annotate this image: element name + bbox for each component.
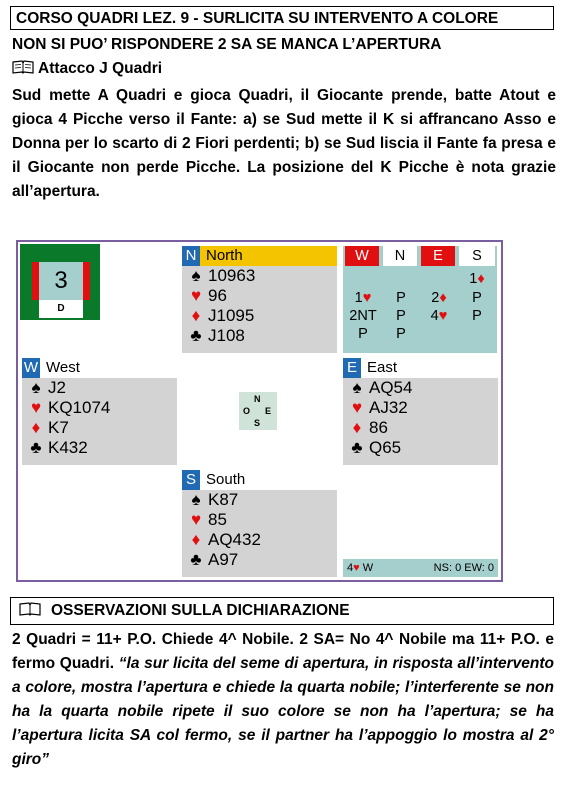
west-hand (22, 358, 177, 465)
center-cell (182, 358, 337, 465)
west-clubs-cards: K432 (48, 438, 88, 457)
east-diamonds-cards: 86 (369, 418, 388, 437)
bid-text: P (358, 326, 368, 342)
spade-icon: ♠ (191, 266, 201, 285)
heart-icon: ♥ (30, 398, 42, 417)
south-clubs-cards: A97 (208, 550, 239, 569)
heart-icon: ♥ (190, 510, 202, 529)
heart-icon: ♥ (353, 562, 360, 574)
heart-icon: ♥ (438, 308, 448, 324)
spade-icon: ♠ (191, 490, 201, 509)
opening-lead (12, 60, 162, 78)
south-hearts-cards: 85 (208, 510, 227, 529)
bidding-table (343, 246, 497, 353)
dealer-box (39, 300, 83, 318)
north-diamonds (182, 306, 337, 326)
observations-header (10, 597, 554, 625)
observations-plain: 2 Quadri = 11+ P.O. Chiede 4^ Nobile. 2 SA= No 4^ Nobile ma 11+ P.O. e fermo Quadri. (12, 631, 554, 672)
bid-cell (459, 290, 495, 306)
club-icon: ♣ (190, 550, 202, 569)
east-clubs (343, 438, 498, 458)
bid-cell (345, 308, 381, 324)
north-header (182, 246, 337, 266)
bid-text: P (396, 290, 406, 306)
bid-cell (383, 326, 419, 342)
west-header (22, 358, 177, 378)
board-number: 3 (54, 267, 68, 294)
compass-n: N (254, 394, 261, 404)
contract: 4♥ W (347, 562, 374, 574)
diamond-icon: ♦ (31, 418, 41, 437)
bid-cell (459, 308, 495, 324)
bid-header-s: S (459, 246, 495, 266)
west-diamonds-cards: K7 (48, 418, 69, 437)
north-name: North (206, 247, 243, 264)
south-header (182, 470, 337, 490)
north-diamonds-cards: J1095 (208, 306, 255, 325)
north-hearts (182, 286, 337, 306)
heart-icon: ♥ (351, 398, 363, 417)
diamond-icon: ♦ (191, 530, 201, 549)
north-clubs (182, 326, 337, 346)
east-name: East (367, 359, 398, 376)
compass-rose (239, 392, 277, 430)
book-icon (19, 602, 41, 616)
board-number-box (39, 262, 83, 300)
club-icon: ♣ (190, 326, 202, 345)
bid-text: P (396, 326, 406, 342)
spade-icon: ♠ (352, 378, 362, 397)
bid-header-n: N (383, 246, 417, 266)
club-icon: ♣ (351, 438, 363, 457)
bid-cell (383, 308, 419, 324)
south-spades (182, 490, 337, 510)
diamond-icon: ♦ (191, 306, 201, 325)
bid-text: 1♥ (354, 290, 372, 306)
south-hand (182, 470, 337, 577)
west-clubs (22, 438, 177, 458)
compass-s: S (254, 418, 261, 428)
west-hearts-cards: KQ1074 (48, 398, 111, 417)
bid-text: 2♦ (431, 290, 447, 306)
score: NS: 0 EW: 0 (433, 562, 494, 574)
east-hand (343, 358, 498, 465)
east-hearts-cards: AJ32 (369, 398, 408, 417)
west-name: West (46, 359, 80, 376)
south-name: South (206, 471, 246, 488)
observations-body (12, 628, 554, 772)
bridge-board (16, 240, 503, 582)
heart-icon: ♥ (190, 286, 202, 305)
south-diamonds-cards: AQ432 (208, 530, 261, 549)
result-bar (343, 559, 498, 577)
compass-o: O (243, 406, 251, 416)
lead-label: Attacco J Quadri (38, 60, 163, 77)
north-seat-badge: N (182, 246, 200, 266)
result-cell (343, 470, 498, 577)
north-spades-cards: 10963 (208, 266, 256, 285)
east-clubs-cards: Q65 (369, 438, 402, 457)
south-spades-cards: K87 (208, 490, 239, 509)
bid-cell (345, 290, 381, 306)
bid-text: P (472, 290, 482, 306)
bid-text: 4♥ (430, 308, 448, 324)
south-seat-badge: S (182, 470, 200, 490)
north-hearts-cards: 96 (208, 286, 227, 305)
bid-text: P (396, 308, 406, 324)
board-info-cell (18, 242, 178, 353)
north-clubs-cards: J108 (208, 326, 245, 345)
compass-e: E (265, 406, 272, 416)
east-diamonds (343, 418, 498, 438)
east-spades-cards: AQ54 (369, 378, 413, 397)
bid-text: P (472, 308, 482, 324)
bid-cell (383, 290, 419, 306)
east-header (343, 358, 498, 378)
diamond-icon: ♦ (477, 271, 485, 287)
north-hand (182, 246, 337, 353)
play-description: Sud mette A Quadri e gioca Quadri, il Giocante prende, batte Atout e gioca 4 Picche verso il Fante: a) se Sud mette il K si affrancano Asso e Donna per lo scarto di 2 Fiori perdenti; b) se Sud liscia il Fante fa presa e il Giocante non perde Picche. La posizione del K Picche è nota grazie all’apertura. (12, 87, 556, 200)
south-hearts (182, 510, 337, 530)
observations-quote: “la sur licita del seme di apertura, in risposta all’intervento a colore, mostra l’apertura e chiede la quarta nobile; l’interferente se non ha la quarta nobile ripete il suo colore se non ha l’apertura; se ha l’apertura licita SA col fermo, se il partner ha l’appoggio lo mostra al 2° giro” (12, 655, 555, 768)
west-spades-cards: J2 (48, 378, 66, 397)
diamond-icon: ♦ (439, 290, 447, 306)
north-spades (182, 266, 337, 286)
south-clubs (182, 550, 337, 570)
bid-text: 1♦ (469, 271, 485, 287)
bid-cell (421, 290, 457, 306)
observations-title: OSSERVAZIONI SULLA DICHIARAZIONE (51, 602, 350, 619)
bid-cell (421, 308, 457, 324)
bid-text: 2NT (349, 308, 377, 324)
west-seat-badge: W (23, 359, 39, 376)
bid-header-e: E (421, 246, 455, 266)
bid-cell (459, 271, 495, 287)
heart-icon: ♥ (362, 290, 372, 306)
dealer-label: D (57, 303, 65, 314)
bid-cell (345, 326, 381, 342)
bid-header-w: W (345, 246, 379, 266)
east-spades (343, 378, 498, 398)
east-seat-badge: E (343, 358, 361, 378)
lesson-title: CORSO QUADRI LEZ. 9 - SURLICITA SU INTERVENTO A COLORE (10, 6, 554, 30)
south-diamonds (182, 530, 337, 550)
club-icon: ♣ (30, 438, 42, 457)
west-hearts (22, 398, 177, 418)
lesson-subtitle: NON SI PUO’ RISPONDERE 2 SA SE MANCA L’APERTURA (12, 36, 442, 53)
west-spades (22, 378, 177, 398)
east-hearts (343, 398, 498, 418)
west-diamonds (22, 418, 177, 438)
empty-cell-bottom-left (22, 470, 177, 577)
diamond-icon: ♦ (352, 418, 362, 437)
spade-icon: ♠ (31, 378, 41, 397)
book-icon (12, 60, 34, 74)
